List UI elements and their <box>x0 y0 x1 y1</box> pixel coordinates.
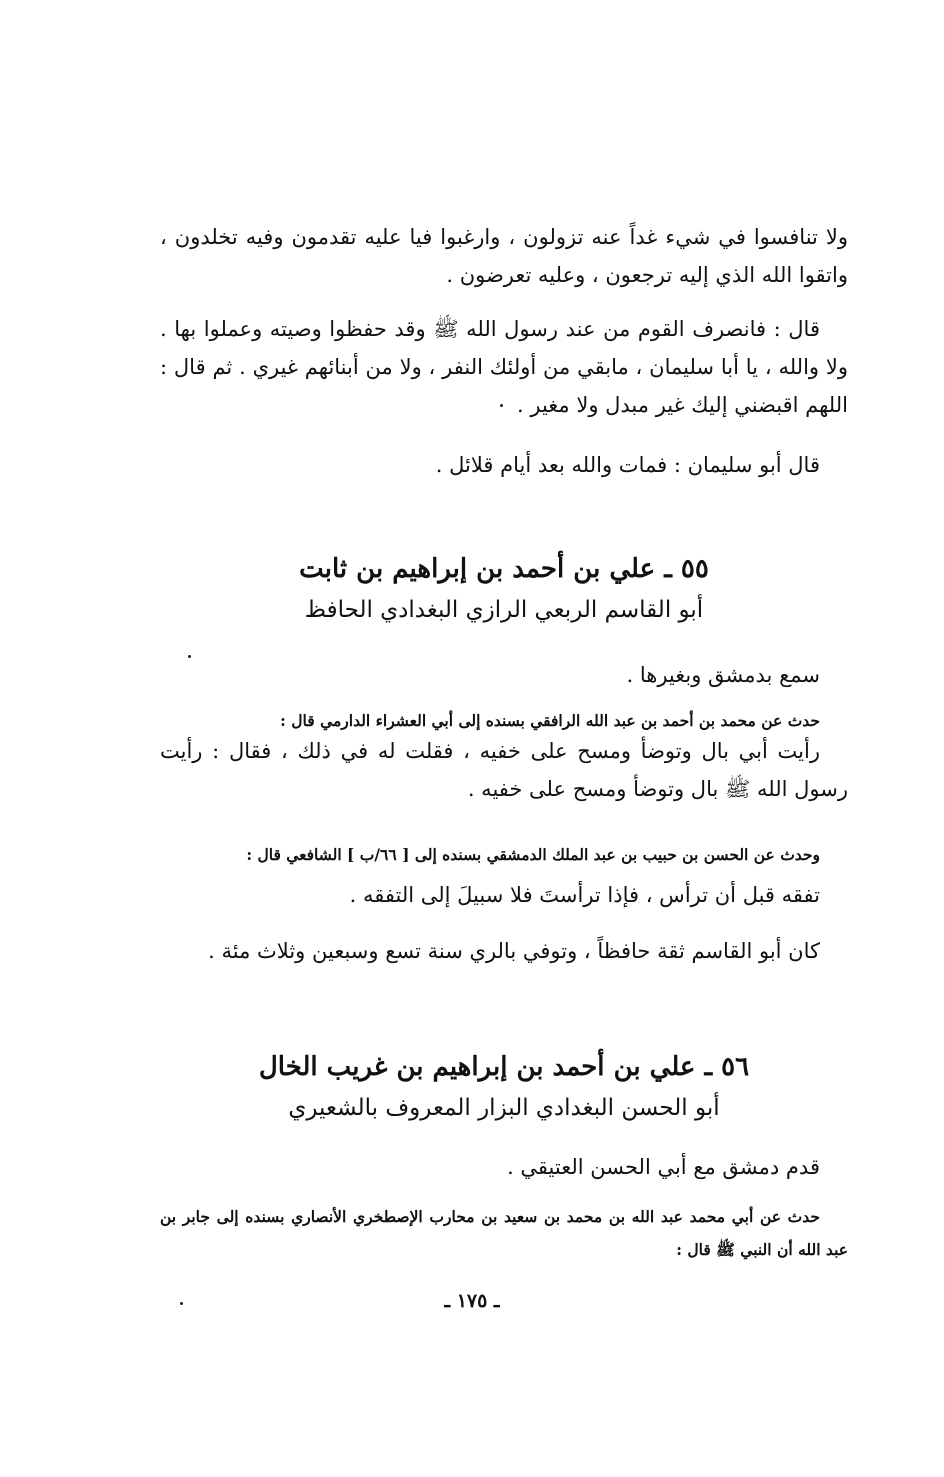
entry-55-saying <box>160 876 848 914</box>
entry-55-heard <box>160 656 848 694</box>
isnad-text: حدث عن أبي محمد عبد الله بن محمد بن سعيد بن محارب الإصطخري الأنصاري بسنده إلى جابر بن عبد الله أن النبي ﷺ قال : <box>160 1207 848 1259</box>
paragraph-text: قال أبو سليمان : فمات والله بعد أيام قلائل . <box>435 453 820 477</box>
entry-55-heading <box>160 548 848 630</box>
paragraph-text: قدم دمشق مع أبي الحسن العتيقي . <box>507 1155 820 1179</box>
entry-55-hadith-1 <box>160 732 848 808</box>
entry-55-death <box>160 932 848 970</box>
paragraph-departure <box>160 310 848 424</box>
entry-subtitle: أبو الحسن البغدادي البزار المعروف بالشعيري <box>288 1095 720 1121</box>
saying-text: تفقه قبل أن ترأس ، فإذا ترأستَ فلا سبيلَ إلى التفقه . <box>349 883 820 907</box>
paragraph-text: ولا تنافسوا في شيء غداً عنه تزولون ، وارغبوا فيا عليه تقدمون وفيه تخلدون ، واتقوا الله الذي إليه ترجعون ، وعليه تعرضون . <box>160 225 848 287</box>
entry-title: ٥٦ ـ علي بن أحمد بن إبراهيم بن غريب الخال <box>258 1052 750 1082</box>
entry-subtitle: أبو القاسم الربعي الرازي البغدادي الحافظ <box>304 597 704 623</box>
entry-55-isnad-2 <box>160 838 848 871</box>
isnad-text: حدث عن محمد بن أحمد بن عبد الله الرافقي بسنده إلى أبي العشراء الدارمي قال : <box>280 711 820 730</box>
paragraph-text: سمع بدمشق وبغيرها . <box>626 663 820 687</box>
entry-title: ٥٥ ـ علي بن أحمد بن إبراهيم بن ثابت <box>299 554 709 584</box>
page-number: ـ ١٧٥ ـ <box>444 1290 500 1312</box>
hadith-text: رأيت أبي بال وتوضأ ومسح على خفيه ، فقلت له في ذلك ، فقال : رأيت رسول الله ﷺ بال وتوضأ ومسح على خفيه . <box>160 739 848 801</box>
paragraph-advice <box>160 218 848 294</box>
entry-56-isnad-1 <box>160 1200 848 1266</box>
paragraph-text: كان أبو القاسم ثقة حافظاً ، وتوفي بالري سنة تسع وسبعين وثلاث مئة . <box>208 939 820 963</box>
scan-speck <box>500 404 503 407</box>
scan-speck <box>188 655 191 658</box>
scan-speck <box>180 1302 183 1305</box>
isnad-text: وحدث عن الحسن بن حبيب بن عبد الملك الدمشقي بسنده إلى [ ٦٦/ب ] الشافعي قال : <box>246 845 820 864</box>
paragraph-text: قال : فانصرف القوم من عند رسول الله ﷺ وقد حفظوا وصيته وعملوا بها . ولا والله ، يا أبا سليمان ، مابقي من أولئك النفر ، ولا من أبنائهم غيري . ثم قال : اللهم اقبضني إليك غير مبدل ولا مغير . <box>160 317 848 417</box>
entry-56-heading <box>160 1046 848 1128</box>
entry-56-arrival <box>160 1148 848 1186</box>
paragraph-death-report <box>160 446 848 484</box>
